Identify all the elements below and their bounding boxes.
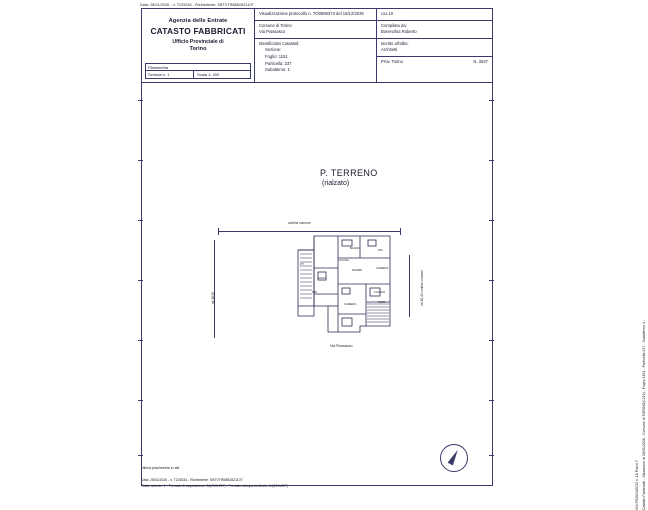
compilata-label: Compilata da:: [381, 22, 407, 28]
identificativi-title: Identificativi Catastali:: [259, 40, 300, 46]
room-label: INGR.: [378, 300, 387, 304]
header-compiler-column: [377, 9, 492, 82]
frame-tick-right-7: [489, 455, 494, 456]
header-agency-column: [142, 9, 255, 82]
office-label: Ufficio Provinciale di: [172, 38, 224, 45]
identificativo-foglio-label: Foglio:: [265, 53, 278, 59]
room-label: DISIMP.: [352, 268, 363, 272]
frame-tick-left-7: [138, 455, 143, 456]
planimetria-scheda: Scheda n. 1: [146, 71, 194, 80]
last-plan-note: Ultima planimetria in atti: [141, 466, 180, 470]
identificativo-particella-label: Particella:: [265, 60, 284, 66]
header-block: [142, 9, 492, 82]
planimetria-row: [146, 71, 250, 80]
protocol-line: Visualizzazione protocollo n. TO0595373 del 19/12/2025: [259, 11, 364, 16]
footer-line-1: Data: 28/01/2026 - n. T225334 - Richiedente: SBTVTR68B28Z110T: [141, 478, 243, 482]
frame-tick-left-5: [138, 340, 143, 341]
identificativo-sezione-label: Sezione:: [265, 47, 282, 53]
north-compass-icon: [440, 444, 468, 472]
dimension-label-right: mt 10,40 confine comune: [419, 270, 424, 306]
side-reference-text: Catasto Fabbricati - Situazione al 28/01/2026 - Comune di TORINO(L219) - Foglio 1151 - Particella 237 - Subalterno 1 -: [642, 319, 646, 510]
frame-tick-right-3: [489, 220, 494, 221]
frame-tick-right-5: [489, 340, 494, 341]
codice-right: cxx.10: [381, 11, 394, 16]
iscritto-label: Iscritto all'albo:: [381, 40, 409, 46]
room-label: WC: [378, 248, 383, 252]
dimension-label-top: confine comune: [288, 221, 311, 225]
identificativo-sezione: [255, 47, 376, 54]
indirizzo-line: Via Piossasco: [259, 29, 286, 35]
header-divider-2: [255, 38, 376, 39]
planimetria-title: Planimetria: [146, 64, 250, 71]
frame-tick-left-6: [138, 400, 143, 401]
floor-title: P. TERRENO: [320, 168, 378, 178]
identificativo-particella: [255, 61, 376, 68]
iscritto-valore: Architetti: [381, 47, 398, 53]
planimetria-scala: Scala 1: 200: [197, 71, 220, 77]
frame-tick-right-1: [489, 100, 494, 101]
office-city: Torino: [189, 45, 207, 52]
compass-needle-icon: [448, 449, 461, 466]
room-label: BAGNO: [350, 246, 361, 250]
floor-subtitle: (rialzato): [322, 180, 350, 187]
identificativo-subalterno-label: Subalterno:: [265, 67, 287, 73]
identificativo-foglio-value: 1151: [278, 53, 288, 59]
header-divider-4: [377, 38, 492, 39]
dimension-label-left: mt 18,55: [211, 291, 216, 305]
top-meta-line: Data: 28/01/2026 - n. T225334 - Richiedente: SBTVTR68B28Z110T: [140, 3, 254, 7]
side-address-text: VIA PIOSSASCO n. 18 Piano T: [635, 459, 639, 510]
compilata-nome: Bovenzhia Roberto: [381, 29, 417, 35]
header-divider-1: [255, 20, 376, 21]
header-bottom-rule: [142, 82, 492, 83]
room-label: CAMERA: [376, 266, 389, 270]
frame-tick-right-2: [489, 160, 494, 161]
frame-tick-right-4: [489, 280, 494, 281]
footer-line-2: Totale schede: 1 - Formato di acquisizione: A4(210x297) - Formato stampa richiesto: A4(210x297): [141, 484, 289, 488]
header-divider-5: [377, 56, 492, 57]
prov-numero: N. 3047: [473, 58, 488, 64]
catasto-title: CATASTO FABBRICATI: [150, 26, 246, 36]
frame-tick-left-1: [138, 100, 143, 101]
room-label: P.T.: [300, 262, 305, 266]
frame-tick-left-3: [138, 220, 143, 221]
planimetria-box: [145, 63, 251, 79]
agency-name: Agenzia delle Entrate: [168, 18, 228, 24]
street-label: Via Piossasco: [330, 344, 353, 348]
frame-tick-right-6: [489, 400, 494, 401]
room-label: LOGGIA: [374, 290, 386, 294]
identificativo-foglio: [255, 54, 376, 61]
room-label: CUCINA: [338, 258, 350, 262]
room-label: SOGG.: [318, 276, 328, 280]
room-label: CAMERA: [344, 302, 357, 306]
header-divider-3: [377, 20, 492, 21]
frame-tick-left-2: [138, 160, 143, 161]
frame-tick-left-4: [138, 280, 143, 281]
identificativo-particella-value: 237: [284, 60, 292, 66]
prov-line: [377, 59, 492, 66]
header-identifiers-column: [255, 9, 377, 82]
comune-line: Comune di Torino: [259, 22, 292, 28]
identificativo-subalterno: [255, 67, 376, 74]
prov-label: Prov. Torino: [381, 58, 403, 64]
room-label: RIP.: [312, 290, 318, 294]
identificativo-subalterno-value: 1: [287, 67, 290, 73]
